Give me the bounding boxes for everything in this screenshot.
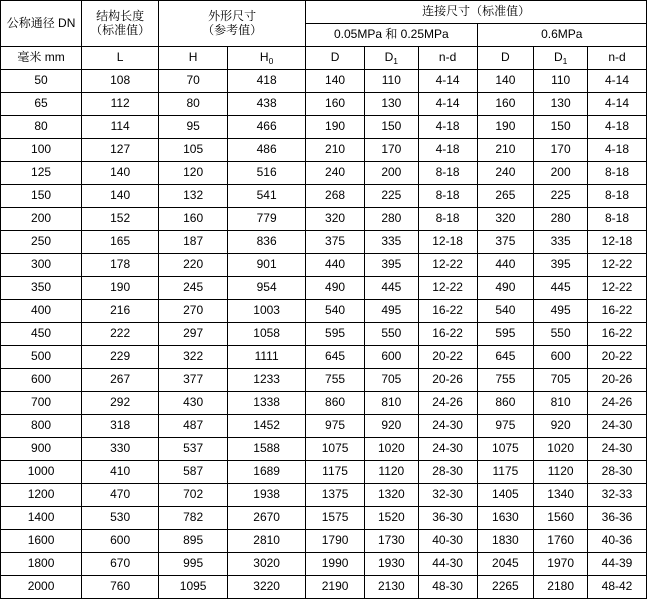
cell-d-a: 160 [306,93,365,116]
cell-h0: 438 [228,93,306,116]
table-row [1,139,647,162]
cell-h: 220 [159,254,228,277]
cell-d-b: 440 [477,254,534,277]
header-dn-unit: 毫米 mm [1,47,82,70]
cell-d-a: 860 [306,392,365,415]
header-connection-size: 连接尺寸（标准值） [306,1,647,24]
cell-h: 245 [159,277,228,300]
cell-dn: 1600 [1,530,82,553]
cell-dn: 500 [1,346,82,369]
cell-d1-a: 600 [364,346,418,369]
cell-h0: 836 [228,231,306,254]
header-symbol-d1-b [534,47,588,70]
cell-h: 377 [159,369,228,392]
table-row [1,323,647,346]
cell-d1-a: 395 [364,254,418,277]
table-row [1,346,647,369]
cell-d-a: 1075 [306,438,365,461]
cell-d-a: 540 [306,300,365,323]
header-row-symbols [1,47,647,70]
cell-nd-b: 4-18 [588,116,647,139]
cell-dn: 2000 [1,576,82,599]
cell-dn: 1200 [1,484,82,507]
cell-d-a: 140 [306,70,365,93]
cell-d-b: 190 [477,116,534,139]
cell-h0: 1233 [228,369,306,392]
table-header [1,1,647,70]
cell-d-a: 210 [306,139,365,162]
cell-dn: 1000 [1,461,82,484]
cell-h0: 779 [228,208,306,231]
cell-d-b: 1630 [477,507,534,530]
cell-dn: 100 [1,139,82,162]
cell-d1-a: 1930 [364,553,418,576]
cell-d1-b: 170 [534,139,588,162]
cell-nd-b: 20-22 [588,346,647,369]
header-symbol-d1-a [364,47,418,70]
cell-d1-a: 200 [364,162,418,185]
header-symbol-nd-b: n-d [588,47,647,70]
cell-dn: 900 [1,438,82,461]
cell-l: 670 [82,553,159,576]
cell-d1-a: 335 [364,231,418,254]
cell-nd-b: 8-18 [588,208,647,231]
cell-h0: 1452 [228,415,306,438]
cell-nd-b: 24-30 [588,438,647,461]
header-pressure-group-a: 0.05MPa 和 0.25MPa [306,24,477,47]
cell-nd-a: 24-30 [418,438,477,461]
cell-dn: 700 [1,392,82,415]
table-row [1,116,647,139]
cell-d1-a: 2130 [364,576,418,599]
cell-d-b: 540 [477,300,534,323]
header-overall-size [159,1,306,47]
cell-h: 430 [159,392,228,415]
cell-d1-a: 170 [364,139,418,162]
header-symbol-d1-a-sub: 1 [393,56,399,67]
header-overall-size-line1: 外形尺寸 [208,9,257,24]
table-row [1,277,647,300]
header-pressure-group-b: 0.6MPa [477,24,647,47]
cell-d-a: 490 [306,277,365,300]
cell-d-b: 1175 [477,461,534,484]
cell-d1-b: 280 [534,208,588,231]
cell-d1-b: 1120 [534,461,588,484]
cell-d1-a: 810 [364,392,418,415]
cell-d1-a: 445 [364,277,418,300]
cell-d-b: 375 [477,231,534,254]
cell-l: 292 [82,392,159,415]
cell-dn: 300 [1,254,82,277]
header-nominal-diameter: 公称通径 DN [1,1,82,47]
cell-nd-a: 8-18 [418,185,477,208]
cell-l: 530 [82,507,159,530]
cell-h0: 1003 [228,300,306,323]
cell-d1-a: 550 [364,323,418,346]
cell-h0: 1111 [228,346,306,369]
cell-d1-a: 920 [364,415,418,438]
table-row [1,392,647,415]
cell-nd-a: 4-14 [418,93,477,116]
cell-d-b: 1405 [477,484,534,507]
table-row [1,553,647,576]
cell-l: 127 [82,139,159,162]
cell-h0: 901 [228,254,306,277]
cell-nd-a: 48-30 [418,576,477,599]
cell-d-a: 268 [306,185,365,208]
table-row [1,231,647,254]
cell-nd-b: 28-30 [588,461,647,484]
cell-nd-b: 48-42 [588,576,647,599]
cell-h0: 954 [228,277,306,300]
cell-dn: 200 [1,208,82,231]
cell-d1-b: 1340 [534,484,588,507]
cell-d1-b: 495 [534,300,588,323]
cell-l: 112 [82,93,159,116]
cell-d1-a: 705 [364,369,418,392]
table-row [1,162,647,185]
cell-nd-b: 44-39 [588,553,647,576]
cell-dn: 1400 [1,507,82,530]
cell-nd-a: 40-30 [418,530,477,553]
cell-h: 702 [159,484,228,507]
cell-d-b: 2045 [477,553,534,576]
cell-h: 105 [159,139,228,162]
header-symbol-h0 [228,47,306,70]
cell-d-b: 320 [477,208,534,231]
cell-d1-b: 920 [534,415,588,438]
cell-h: 80 [159,93,228,116]
table-row [1,530,647,553]
cell-l: 760 [82,576,159,599]
cell-d1-a: 225 [364,185,418,208]
cell-nd-a: 8-18 [418,162,477,185]
cell-l: 216 [82,300,159,323]
cell-d-b: 595 [477,323,534,346]
cell-l: 108 [82,70,159,93]
cell-nd-a: 4-18 [418,139,477,162]
cell-d-a: 1990 [306,553,365,576]
cell-l: 600 [82,530,159,553]
cell-d1-b: 1560 [534,507,588,530]
cell-d1-b: 395 [534,254,588,277]
cell-h: 782 [159,507,228,530]
header-symbol-h: H [159,47,228,70]
cell-d1-a: 1520 [364,507,418,530]
cell-nd-a: 16-22 [418,300,477,323]
table-row [1,369,647,392]
cell-d1-a: 280 [364,208,418,231]
cell-d-a: 1375 [306,484,365,507]
cell-d-a: 1175 [306,461,365,484]
cell-h0: 486 [228,139,306,162]
cell-l: 190 [82,277,159,300]
cell-l: 330 [82,438,159,461]
cell-d1-a: 1730 [364,530,418,553]
cell-h: 537 [159,438,228,461]
table-row [1,185,647,208]
cell-d1-b: 445 [534,277,588,300]
cell-l: 229 [82,346,159,369]
cell-dn: 250 [1,231,82,254]
header-symbol-d1-b-sub: 1 [562,56,568,67]
table-row [1,254,647,277]
table-body [1,70,647,599]
cell-dn: 1800 [1,553,82,576]
cell-d-b: 755 [477,369,534,392]
cell-h0: 418 [228,70,306,93]
cell-d1-b: 1760 [534,530,588,553]
cell-h0: 2810 [228,530,306,553]
header-structural-length-line2: （标准值） [90,22,151,37]
cell-nd-b: 16-22 [588,300,647,323]
cell-h: 322 [159,346,228,369]
cell-d1-b: 335 [534,231,588,254]
cell-nd-a: 36-30 [418,507,477,530]
cell-dn: 800 [1,415,82,438]
cell-d-a: 375 [306,231,365,254]
cell-h: 132 [159,185,228,208]
cell-nd-b: 4-18 [588,139,647,162]
header-row-top [1,1,647,24]
cell-h: 95 [159,116,228,139]
cell-d-a: 975 [306,415,365,438]
cell-d-a: 1790 [306,530,365,553]
cell-l: 140 [82,185,159,208]
cell-h0: 466 [228,116,306,139]
table-row [1,208,647,231]
cell-nd-b: 24-30 [588,415,647,438]
cell-d1-b: 110 [534,70,588,93]
cell-h0: 1058 [228,323,306,346]
cell-nd-b: 12-22 [588,277,647,300]
cell-h: 270 [159,300,228,323]
cell-dn: 50 [1,70,82,93]
cell-d-b: 210 [477,139,534,162]
cell-d1-a: 1020 [364,438,418,461]
header-symbol-h0-base: H [259,50,269,65]
cell-l: 140 [82,162,159,185]
header-symbol-d-a: D [306,47,365,70]
header-structural-length-line1: 结构长度 [96,9,145,24]
cell-h: 120 [159,162,228,185]
cell-h: 487 [159,415,228,438]
table-row [1,461,647,484]
cell-h: 895 [159,530,228,553]
cell-d-a: 1575 [306,507,365,530]
header-overall-size-line2: （参考值） [202,22,263,37]
cell-dn: 150 [1,185,82,208]
cell-h: 187 [159,231,228,254]
cell-nd-b: 36-36 [588,507,647,530]
cell-h0: 3220 [228,576,306,599]
cell-d-a: 320 [306,208,365,231]
cell-nd-a: 12-22 [418,277,477,300]
cell-h: 1095 [159,576,228,599]
cell-d1-a: 495 [364,300,418,323]
cell-l: 222 [82,323,159,346]
cell-nd-a: 16-22 [418,323,477,346]
cell-d-b: 645 [477,346,534,369]
cell-nd-a: 4-18 [418,116,477,139]
cell-l: 152 [82,208,159,231]
cell-d-b: 860 [477,392,534,415]
cell-l: 114 [82,116,159,139]
cell-nd-b: 8-18 [588,162,647,185]
table-row [1,484,647,507]
cell-d-b: 1075 [477,438,534,461]
cell-d1-b: 2180 [534,576,588,599]
cell-nd-a: 4-14 [418,70,477,93]
table-row [1,415,647,438]
cell-h0: 2670 [228,507,306,530]
header-symbol-d1-b-base: D [553,50,563,65]
header-symbol-d1-a-base: D [384,50,394,65]
cell-d-b: 975 [477,415,534,438]
cell-dn: 450 [1,323,82,346]
cell-h: 297 [159,323,228,346]
cell-d-a: 190 [306,116,365,139]
cell-d1-b: 130 [534,93,588,116]
cell-d1-b: 1970 [534,553,588,576]
cell-nd-b: 12-22 [588,254,647,277]
cell-d1-b: 810 [534,392,588,415]
cell-d1-b: 225 [534,185,588,208]
cell-d1-b: 550 [534,323,588,346]
cell-nd-a: 32-30 [418,484,477,507]
cell-d1-b: 150 [534,116,588,139]
cell-d1-a: 130 [364,93,418,116]
cell-d1-a: 110 [364,70,418,93]
cell-dn: 65 [1,93,82,116]
cell-d-b: 490 [477,277,534,300]
table-row [1,70,647,93]
header-symbol-d-b: D [477,47,534,70]
cell-h: 587 [159,461,228,484]
cell-nd-b: 8-18 [588,185,647,208]
cell-d1-b: 600 [534,346,588,369]
cell-d-b: 160 [477,93,534,116]
cell-nd-a: 8-18 [418,208,477,231]
cell-nd-b: 16-22 [588,323,647,346]
cell-l: 318 [82,415,159,438]
cell-l: 410 [82,461,159,484]
cell-nd-b: 32-33 [588,484,647,507]
table-row [1,93,647,116]
cell-l: 178 [82,254,159,277]
cell-nd-a: 24-30 [418,415,477,438]
cell-d-a: 595 [306,323,365,346]
cell-nd-b: 12-18 [588,231,647,254]
header-symbol-h0-sub: 0 [268,56,274,67]
table-row [1,300,647,323]
cell-h0: 541 [228,185,306,208]
cell-d-b: 2265 [477,576,534,599]
table-row [1,438,647,461]
header-symbol-nd-a: n-d [418,47,477,70]
cell-l: 267 [82,369,159,392]
cell-l: 165 [82,231,159,254]
cell-h0: 1588 [228,438,306,461]
cell-nd-b: 4-14 [588,93,647,116]
cell-d1-b: 200 [534,162,588,185]
cell-dn: 80 [1,116,82,139]
cell-h0: 1338 [228,392,306,415]
cell-h0: 516 [228,162,306,185]
cell-nd-b: 4-14 [588,70,647,93]
cell-h: 70 [159,70,228,93]
cell-nd-a: 28-30 [418,461,477,484]
cell-d1-a: 1120 [364,461,418,484]
cell-d1-a: 1320 [364,484,418,507]
table-row [1,576,647,599]
cell-nd-b: 24-26 [588,392,647,415]
cell-nd-a: 12-22 [418,254,477,277]
table-row [1,507,647,530]
cell-h0: 1938 [228,484,306,507]
cell-nd-a: 12-18 [418,231,477,254]
cell-d-a: 440 [306,254,365,277]
cell-nd-a: 24-26 [418,392,477,415]
cell-d1-b: 705 [534,369,588,392]
cell-nd-a: 20-26 [418,369,477,392]
cell-d-a: 2190 [306,576,365,599]
cell-d-b: 140 [477,70,534,93]
header-symbol-l: L [82,47,159,70]
cell-dn: 125 [1,162,82,185]
cell-d-a: 755 [306,369,365,392]
cell-h0: 3020 [228,553,306,576]
cell-d-b: 1830 [477,530,534,553]
cell-nd-a: 20-22 [418,346,477,369]
cell-d-b: 240 [477,162,534,185]
cell-d-a: 645 [306,346,365,369]
cell-d1-a: 150 [364,116,418,139]
cell-nd-b: 40-36 [588,530,647,553]
cell-d-b: 265 [477,185,534,208]
cell-dn: 400 [1,300,82,323]
cell-h0: 1689 [228,461,306,484]
header-structural-length [82,1,159,47]
cell-nd-b: 20-26 [588,369,647,392]
cell-l: 470 [82,484,159,507]
cell-dn: 350 [1,277,82,300]
cell-nd-a: 44-30 [418,553,477,576]
cell-d1-b: 1020 [534,438,588,461]
cell-h: 995 [159,553,228,576]
cell-h: 160 [159,208,228,231]
cell-dn: 600 [1,369,82,392]
cell-d-a: 240 [306,162,365,185]
